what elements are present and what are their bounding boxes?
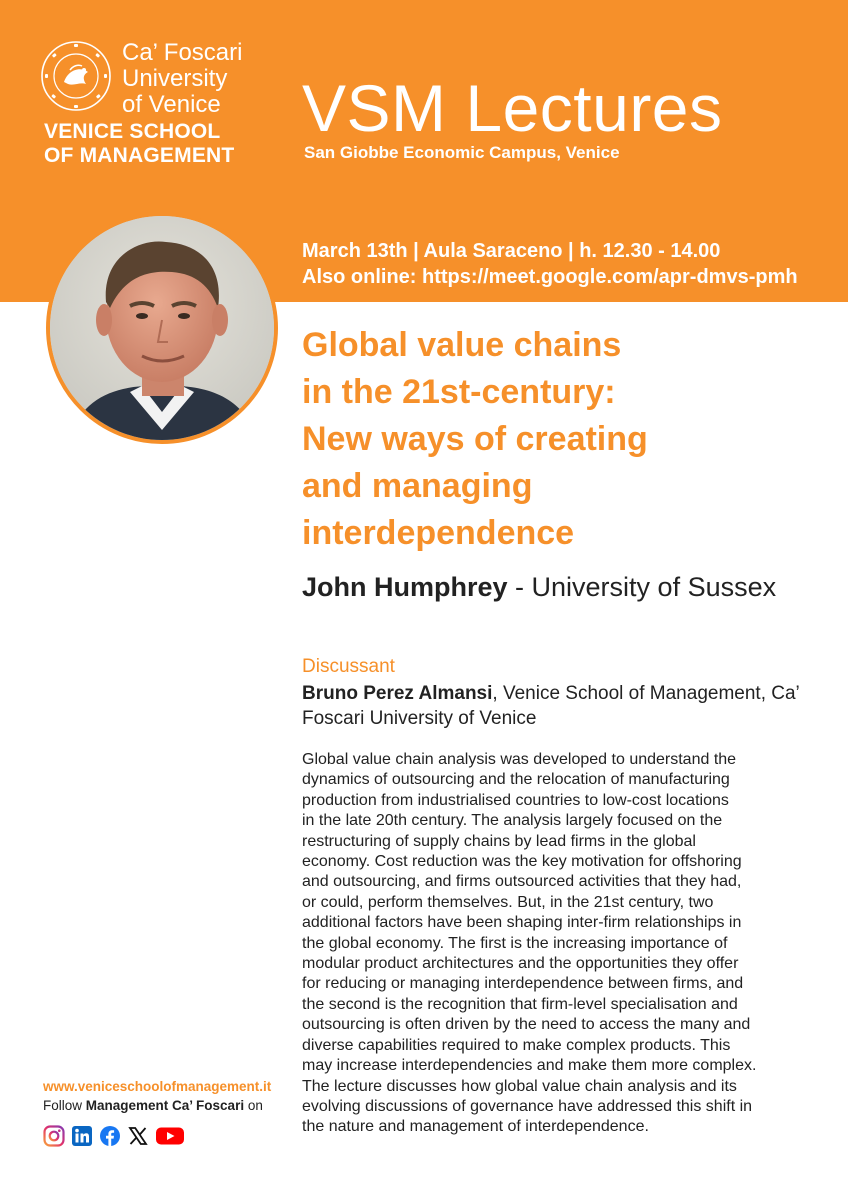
abstract-line: or could, perform themselves. But, in the 21st century, two <box>302 893 714 911</box>
event-date-venue: March 13th | Aula Saraceno | h. 12.30 - 14.00 <box>302 240 721 262</box>
abstract-line: the second is the recognition that firm-level specialisation and <box>302 995 738 1013</box>
youtube-icon[interactable] <box>155 1125 185 1147</box>
university-name-line: Ca’ Foscari <box>122 39 243 66</box>
discussant-affiliation: , Venice School of Management, Ca’ Foscari University of Venice <box>302 683 800 729</box>
abstract-line: modular product architectures and the opportunities they offer <box>302 955 739 973</box>
abstract-line: outsourcing is often driven by the need to access the many and <box>302 1016 751 1034</box>
x-icon[interactable] <box>127 1125 149 1147</box>
abstract-line: production from industrialised countries to low-cost locations <box>302 791 729 809</box>
lecture-title-line: Global value chains <box>302 326 622 364</box>
facebook-icon[interactable] <box>99 1125 121 1147</box>
follow-line <box>43 1098 263 1113</box>
school-name-line: VENICE SCHOOL <box>44 120 221 143</box>
linkedin-icon[interactable] <box>71 1125 93 1147</box>
follow-prefix: Follow <box>43 1098 86 1113</box>
follow-suffix: on <box>244 1098 263 1113</box>
speaker-portrait <box>46 212 278 444</box>
lecture-title-line: New ways of creating <box>302 420 648 458</box>
follow-account-name: Management Ca’ Foscari <box>85 1098 245 1113</box>
speaker-name: John Humphrey <box>302 572 508 602</box>
instagram-icon[interactable] <box>43 1125 65 1147</box>
abstract-line: dynamics of outsourcing and the relocation of manufacturing <box>302 771 730 789</box>
abstract-line: economy. Cost reduction was the key motivation for offshoring <box>302 853 742 871</box>
abstract-line: evolving discussions of governance have addressed this shift in <box>302 1097 753 1115</box>
abstract-line: may increase interdependencies and make them more complex. <box>302 1057 757 1075</box>
website-link[interactable]: www.veniceschoolofmanagement.it <box>43 1079 272 1094</box>
lecture-title-line: in the 21st-century: <box>302 373 616 411</box>
abstract-line: and outsourcing, and firms outsourced activities that they had, <box>302 873 742 891</box>
lecture-title-line: and managing <box>302 467 533 505</box>
abstract-line: diverse capabilities required to make complex products. This <box>302 1036 731 1054</box>
speaker <box>302 568 822 606</box>
university-name <box>122 40 242 118</box>
campus-location: San Giobbe Economic Campus, Venice <box>304 143 620 162</box>
series-title: VSM Lectures <box>302 71 723 145</box>
discussant-label: Discussant <box>302 656 395 677</box>
abstract-line: The lecture discusses how global value chain analysis and its <box>302 1077 737 1095</box>
speaker-affiliation: - University of Sussex <box>507 572 777 602</box>
discussant <box>302 681 822 731</box>
university-seal-logo <box>40 40 112 112</box>
discussant-name: Bruno Perez Almansi <box>302 683 493 704</box>
abstract-line: in the late 20th century. The analysis largely focused on the <box>302 812 723 830</box>
event-info <box>302 238 798 290</box>
lecture-abstract <box>302 750 822 1138</box>
lecture-title-line: interdependence <box>302 514 575 552</box>
university-name-line: of Venice <box>122 91 221 118</box>
university-name-line: University <box>122 65 228 92</box>
lecture-title <box>302 322 822 557</box>
school-name <box>44 120 234 168</box>
abstract-line: restructuring of supply chains by lead firms in the global <box>302 832 696 850</box>
abstract-line: the nature and management of interdependence. <box>302 1118 649 1136</box>
abstract-line: additional factors have been shaping inter-firm relationships in <box>302 914 742 932</box>
abstract-line: the global economy. The first is the increasing importance of <box>302 934 728 952</box>
event-online-link[interactable]: Also online: https://meet.google.com/apr-dmvs-pmh <box>302 266 798 288</box>
social-links <box>43 1124 185 1148</box>
school-name-line: OF MANAGEMENT <box>44 144 235 167</box>
abstract-line: for reducing or managing interdependence between firms, and <box>302 975 744 993</box>
abstract-line: Global value chain analysis was developed to understand the <box>302 751 737 768</box>
